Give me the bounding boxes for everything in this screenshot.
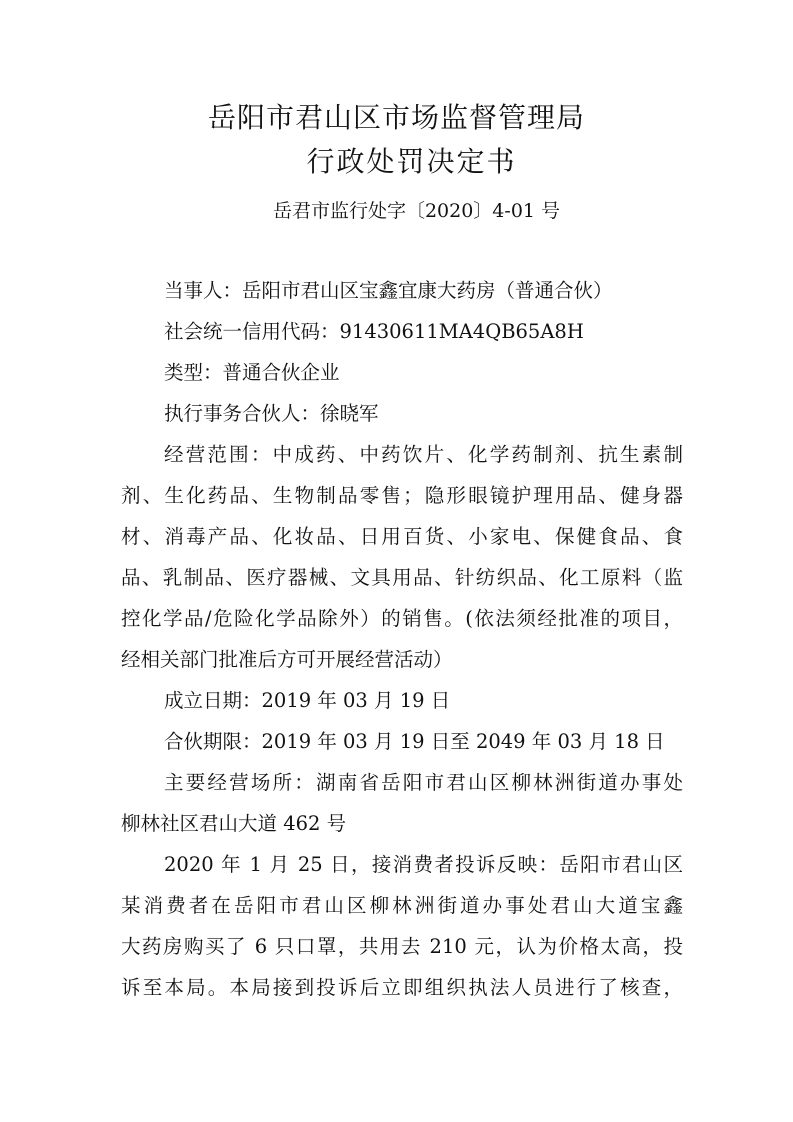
document-body — [121, 270, 683, 1008]
complaint-line: 2020 年 1 月 25 日，接消费者投诉反映：岳阳市君山区 — [164, 853, 683, 876]
complaint-line: 诉至本局。本局接到投诉后立即组织执法人员进行了核查， — [121, 976, 683, 999]
partner-line: 执行事务合伙人：徐晓军 — [164, 402, 379, 425]
address-line: 柳林社区君山大道 462 号 — [121, 812, 347, 835]
document-number: 岳君市监行处字〔2020〕4-01 号 — [272, 200, 561, 222]
party-line: 当事人：岳阳市君山区宝鑫宜康大药房（普通合伙） — [164, 279, 613, 302]
complaint-line: 大药房购买了 6 只口罩，共用去 210 元，认为价格太高，投 — [121, 935, 683, 958]
document-title-issuer: 岳阳市君山区市场监督管理局 — [207, 101, 585, 134]
type-line: 类型：普通合伙企业 — [164, 361, 340, 384]
partnership-term-line: 合伙期限：2019 年 03 月 19 日至 2049 年 03 月 18 日 — [164, 730, 665, 753]
scope-line: 经营范围：中成药、中药饮片、化学药制剂、抗生素制 — [164, 443, 683, 466]
complaint-line: 某消费者在岳阳市君山区柳林洲街道办事处君山大道宝鑫 — [121, 894, 683, 917]
scope-line: 经相关部门批准后方可开展经营活动） — [121, 648, 453, 671]
scope-line: 材、消毒产品、化妆品、日用百货、小家电、保健食品、食 — [121, 525, 683, 548]
credit-code-line: 社会统一信用代码：91430611MA4QB65A8H — [164, 320, 584, 343]
scope-line: 剂、生化药品、生物制品零售；隐形眼镜护理用品、健身器 — [121, 484, 683, 507]
established-date-line: 成立日期：2019 年 03 月 19 日 — [164, 689, 451, 712]
scope-line: 品、乳制品、医疗器械、文具用品、针纺织品、化工原料（监 — [121, 566, 683, 589]
scope-line: 控化学品/危险化学品除外）的销售。(依法须经批准的项目， — [121, 607, 683, 630]
document-title-type: 行政处罚决定书 — [306, 145, 517, 178]
address-line: 主要经营场所：湖南省岳阳市君山区柳林洲街道办事处 — [164, 771, 683, 794]
